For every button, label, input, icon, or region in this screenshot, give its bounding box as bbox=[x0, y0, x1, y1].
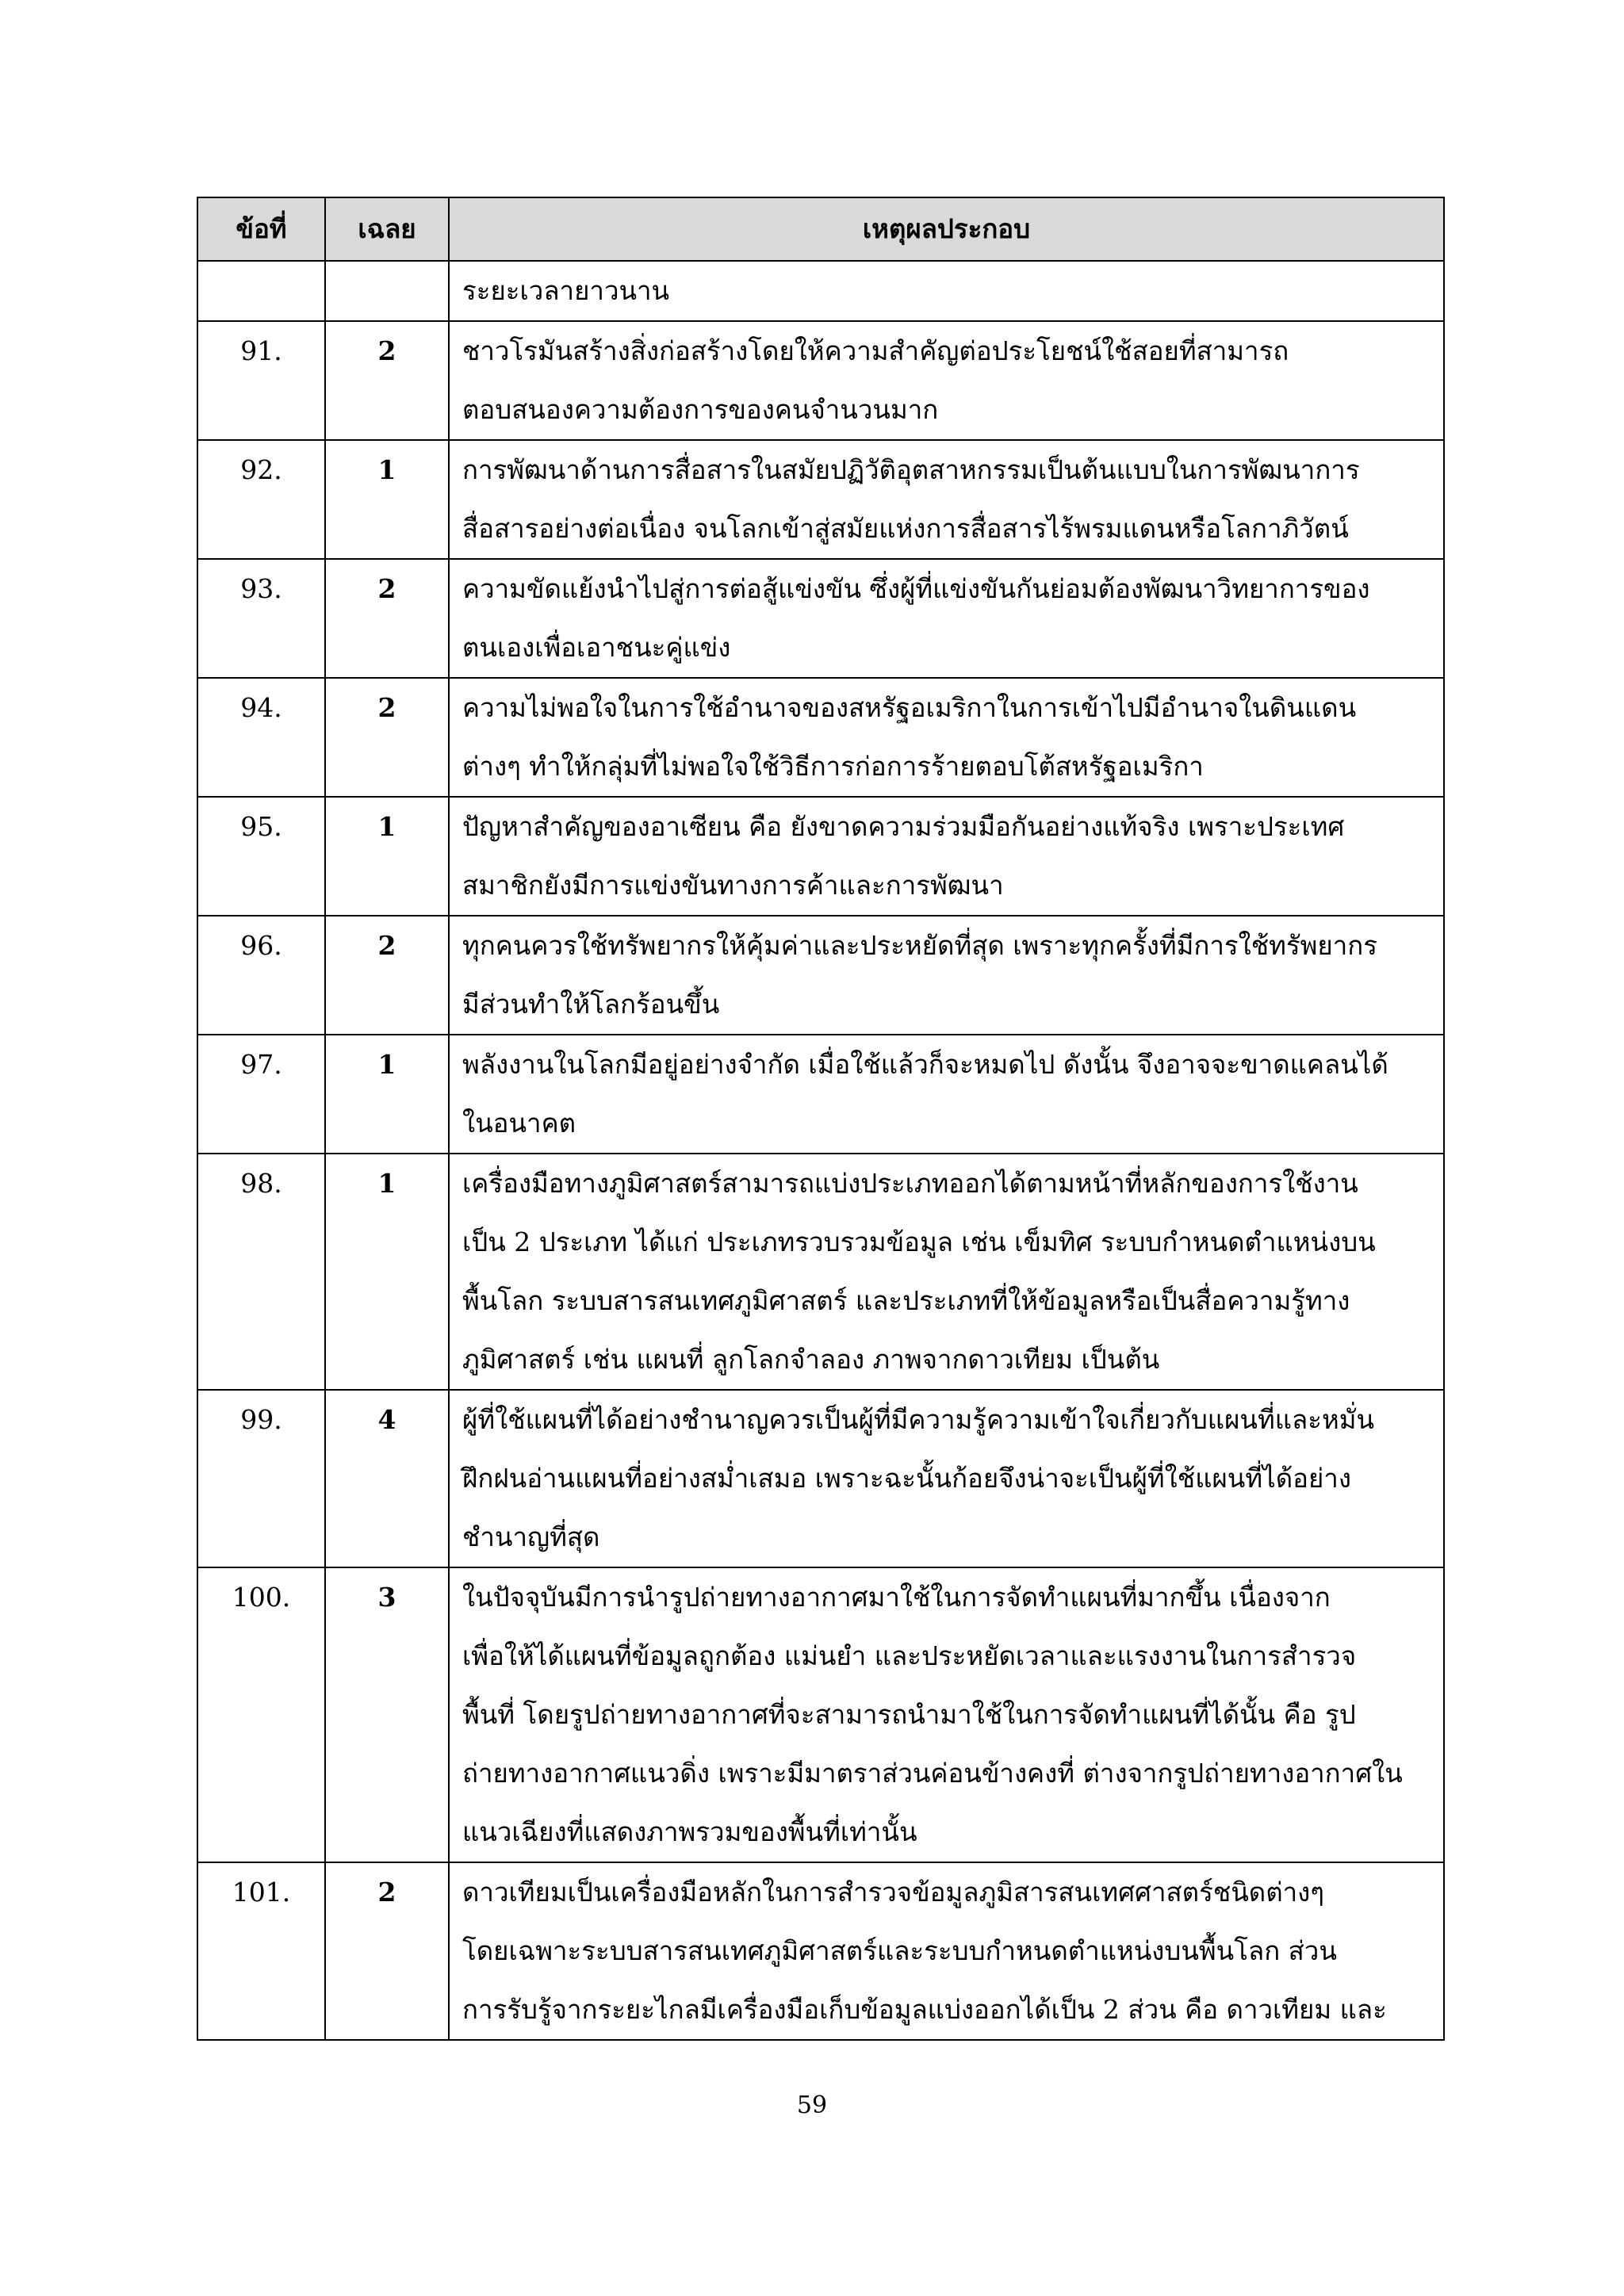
table-row bbox=[197, 1567, 1444, 1862]
reason-line: ปัญหาสำคัญของอาเซียน คือ ยังขาดความร่วมมือกันอย่างแท้จริง เพราะประเทศ bbox=[462, 811, 1345, 842]
reason-line: ภูมิศาสตร์ เช่น แผนที่ ลูกโลกจำลอง ภาพจากดาวเทียม เป็นต้น bbox=[462, 1344, 1160, 1375]
table-row bbox=[197, 1862, 1444, 2040]
answer-cell bbox=[325, 261, 449, 321]
answer-cell: 1 bbox=[325, 440, 449, 559]
table-row bbox=[197, 678, 1444, 797]
header-question-number: ข้อที่ bbox=[197, 197, 325, 261]
reason-line: สื่อสารอย่างต่อเนื่อง จนโลกเข้าสู่สมัยแห่งการสื่อสารไร้พรมแดนหรือโลกาภิวัตน์ bbox=[462, 513, 1349, 544]
reason-line: ชาวโรมันสร้างสิ่งก่อสร้างโดยให้ความสำคัญต่อประโยชน์ใช้สอยที่สามารถ bbox=[462, 335, 1289, 366]
answer-cell: 1 bbox=[325, 797, 449, 916]
reason-line: ฝึกฝนอ่านแผนที่อย่างสม่ำเสมอ เพราะฉะนั้นก้อยจึงน่าจะเป็นผู้ที่ใช้แผนที่ได้อย่าง bbox=[462, 1463, 1351, 1494]
reason-line: การรับรู้จากระยะไกลมีเครื่องมือเก็บข้อมูลแบ่งออกได้เป็น 2 ส่วน คือ ดาวเทียม และ bbox=[462, 1994, 1387, 2025]
page-number: 59 bbox=[796, 2091, 828, 2119]
question-number-cell bbox=[197, 261, 325, 321]
reason-line: โดยเฉพาะระบบสารสนเทศภูมิศาสตร์และระบบกำหนดตำแหน่งบนพื้นโลก ส่วน bbox=[462, 1935, 1337, 1966]
question-number-cell: 97. bbox=[197, 1035, 325, 1154]
header-reason: เหตุผลประกอบ bbox=[449, 197, 1444, 261]
reason-line: สมาชิกยังมีการแข่งขันทางการค้าและการพัฒนา bbox=[462, 870, 1004, 901]
reason-line: ทุกคนควรใช้ทรัพยากรให้คุ้มค่าและประหยัดที่สุด เพราะทุกครั้งที่มีการใช้ทรัพยากร bbox=[462, 930, 1377, 961]
reason-cell bbox=[449, 440, 1444, 559]
reason-line: พื้นที่ โดยรูปถ่ายทางอากาศที่จะสามารถนำมาใช้ในการจัดทำแผนที่ได้นั้น คือ รูป bbox=[462, 1699, 1356, 1730]
reason-cell bbox=[449, 261, 1444, 321]
table-row bbox=[197, 797, 1444, 916]
reason-line: ชำนาญที่สุด bbox=[462, 1521, 600, 1552]
reason-line: พื้นโลก ระบบสารสนเทศภูมิศาสตร์ และประเภทที่ให้ข้อมูลหรือเป็นสื่อความรู้ทาง bbox=[462, 1285, 1350, 1316]
reason-line: ในอนาคต bbox=[462, 1108, 576, 1138]
reason-line: มีส่วนทำให้โลกร้อนขึ้น bbox=[462, 989, 720, 1020]
reason-cell bbox=[449, 1390, 1444, 1567]
question-number-cell: 96. bbox=[197, 916, 325, 1035]
answer-cell: 2 bbox=[325, 678, 449, 797]
question-number-cell: 101. bbox=[197, 1862, 325, 2040]
table-row bbox=[197, 1035, 1444, 1154]
question-number-cell: 93. bbox=[197, 559, 325, 678]
reason-cell bbox=[449, 1567, 1444, 1862]
reason-line: เพื่อให้ได้แผนที่ข้อมูลถูกต้อง แม่นยำ และประหยัดเวลาและแรงงานในการสำรวจ bbox=[462, 1640, 1357, 1671]
table-row bbox=[197, 261, 1444, 321]
table-row bbox=[197, 1390, 1444, 1567]
header-answer: เฉลย bbox=[325, 197, 449, 261]
reason-cell bbox=[449, 797, 1444, 916]
table-row bbox=[197, 916, 1444, 1035]
reason-line: ถ่ายทางอากาศแนวดิ่ง เพราะมีมาตราส่วนค่อนข้างคงที่ ต่างจากรูปถ่ายทางอากาศใน bbox=[462, 1758, 1403, 1789]
answer-cell: 1 bbox=[325, 1035, 449, 1154]
reason-line: แนวเฉียงที่แสดงภาพรวมของพื้นที่เท่านั้น bbox=[462, 1816, 917, 1847]
reason-line: ดาวเทียมเป็นเครื่องมือหลักในการสำรวจข้อมูลภูมิสารสนเทศศาสตร์ชนิดต่างๆ bbox=[462, 1877, 1325, 1908]
question-number-cell: 94. bbox=[197, 678, 325, 797]
reason-line: ต่างๆ ทำให้กลุ่มที่ไม่พอใจใช้วิธีการก่อการร้ายตอบโต้สหรัฐอเมริกา bbox=[462, 751, 1204, 782]
table-row bbox=[197, 321, 1444, 440]
reason-line: ในปัจจุบันมีการนำรูปถ่ายทางอากาศมาใช้ในการจัดทำแผนที่มากขึ้น เนื่องจาก bbox=[462, 1582, 1331, 1613]
table-row bbox=[197, 440, 1444, 559]
reason-line: ตนเองเพื่อเอาชนะคู่แข่ง bbox=[462, 632, 731, 663]
reason-line: ความขัดแย้งนำไปสู่การต่อสู้แข่งขัน ซึ่งผู้ที่แข่งขันกันย่อมต้องพัฒนาวิทยาการของ bbox=[462, 573, 1370, 604]
reason-line: ผู้ที่ใช้แผนที่ได้อย่างชำนาญควรเป็นผู้ที่มีความรู้ความเข้าใจเกี่ยวกับแผนที่และหมั่น bbox=[462, 1404, 1375, 1435]
answer-cell: 4 bbox=[325, 1390, 449, 1567]
table-body bbox=[197, 261, 1444, 2040]
reason-line: พลังงานในโลกมีอยู่อย่างจำกัด เมื่อใช้แล้วก็จะหมดไป ดังนั้น จึงอาจจะขาดแคลนได้ bbox=[462, 1049, 1388, 1080]
reason-cell bbox=[449, 1862, 1444, 2040]
answer-cell: 3 bbox=[325, 1567, 449, 1862]
reason-cell bbox=[449, 559, 1444, 678]
answer-cell: 2 bbox=[325, 559, 449, 678]
reason-line: เครื่องมือทางภูมิศาสตร์สามารถแบ่งประเภทออกได้ตามหน้าที่หลักของการใช้งาน bbox=[462, 1168, 1358, 1199]
question-number-cell: 91. bbox=[197, 321, 325, 440]
question-number-cell: 99. bbox=[197, 1390, 325, 1567]
reason-cell bbox=[449, 1154, 1444, 1390]
reason-cell bbox=[449, 678, 1444, 797]
answer-key-table bbox=[197, 197, 1445, 2041]
answer-cell: 2 bbox=[325, 321, 449, 440]
answer-cell: 2 bbox=[325, 1862, 449, 2040]
question-number-cell: 98. bbox=[197, 1154, 325, 1390]
question-number-cell: 92. bbox=[197, 440, 325, 559]
question-number-cell: 95. bbox=[197, 797, 325, 916]
reason-line: การพัฒนาด้านการสื่อสารในสมัยปฏิวัติอุตสาหกรรมเป็นต้นแบบในการพัฒนาการ bbox=[462, 454, 1360, 485]
reason-line: ระยะเวลายาวนาน bbox=[462, 275, 670, 306]
table-header-row bbox=[197, 197, 1444, 261]
reason-cell bbox=[449, 1035, 1444, 1154]
reason-cell bbox=[449, 916, 1444, 1035]
reason-cell bbox=[449, 321, 1444, 440]
question-number-cell: 100. bbox=[197, 1567, 325, 1862]
table-row bbox=[197, 559, 1444, 678]
reason-line: เป็น 2 ประเภท ได้แก่ ประเภทรวบรวมข้อมูล เช่น เข็มทิศ ระบบกำหนดตำแหน่งบน bbox=[462, 1226, 1376, 1257]
answer-cell: 2 bbox=[325, 916, 449, 1035]
table-row bbox=[197, 1154, 1444, 1390]
reason-line: ตอบสนองความต้องการของคนจำนวนมาก bbox=[462, 394, 939, 425]
answer-cell: 1 bbox=[325, 1154, 449, 1390]
reason-line: ความไม่พอใจในการใช้อำนาจของสหรัฐอเมริกาในการเข้าไปมีอำนาจในดินแดน bbox=[462, 692, 1357, 723]
